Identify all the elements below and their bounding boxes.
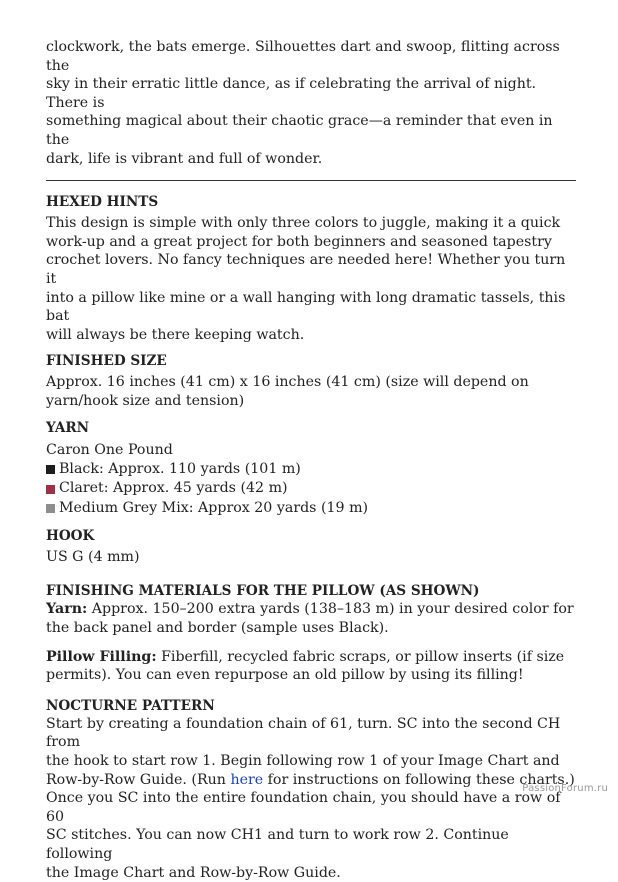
section-heading: HOOK [46,527,95,544]
section-heading: FINISHING MATERIALS FOR THE PILLOW (AS SHOWN) [46,583,480,600]
document-page [46,38,576,882]
text-line: something magical about their chaotic grace—a reminder that even in the [46,113,553,148]
yarn-item-text: Medium Grey Mix: Approx 20 yards (19 m) [59,500,369,517]
text-span: for instructions on following these charts.) [263,771,575,788]
text-span: Approx. 150–200 extra yards (138–183 m) in your desired color for [87,601,574,618]
grey-color-swatch-icon [46,504,55,513]
yarn-item-grey [46,499,576,519]
text-line: crochet lovers. No fancy techniques are needed here! Whether you turn it [46,252,566,287]
text-span: Fiberfill, recycled fabric scraps, or pillow inserts (if size [156,648,565,665]
hook-value: US G (4 mm) [46,548,140,565]
text-line: sky in their erratic little dance, as if celebrating the arrival of night. There is [46,76,537,111]
yarn-brand: Caron One Pound [46,441,173,458]
section-heading: NOCTURNE PATTERN [46,697,215,714]
hook-section [46,527,576,567]
text-line: Once you SC into the entire foundation chain, you should have a row of 60 [46,790,561,825]
text-line [46,771,576,790]
yarn-item-black [46,460,576,480]
here-link[interactable]: here [230,771,264,788]
text-line: dark, life is vibrant and full of wonder. [46,150,323,167]
text-line: work-up and a great project for both beginners and seasoned tapestry [46,233,552,250]
hexed-hints-section [46,193,576,344]
text-line [46,648,576,667]
text-line: will always be there keeping watch. [46,326,305,343]
finishing-materials-section [46,582,576,684]
yarn-item-claret [46,479,576,499]
text-line: yarn/hook size and tension) [46,392,245,409]
intro-paragraph [46,38,576,168]
text-line: the Image Chart and Row-by-Row Guide. [46,864,341,881]
text-span: Row-by-Row Guide. (Run [46,771,231,788]
claret-color-swatch-icon [46,485,55,494]
watermark: PassionForum.ru [522,783,608,794]
text-line: into a pillow like mine or a wall hanging with long dramatic tassels, this bat [46,289,566,325]
text-line: clockwork, the bats emerge. Silhouettes dart and swoop, flitting across the [46,39,560,74]
yarn-item-text: Black: Approx. 110 yards (101 m) [59,460,301,477]
yarn-section [46,419,576,519]
text-line: permits). You can even repurpose an old pillow by using its filling! [46,667,524,684]
text-line: the hook to start row 1. Begin following row 1 of your Image Chart and [46,753,560,770]
black-color-swatch-icon [46,465,55,474]
text-line: Start by creating a foundation chain of 61, turn. SC into the second CH from [46,715,561,751]
text-line: This design is simple with only three colors to juggle, making it a quick [46,215,561,232]
yarn-item-text: Claret: Approx. 45 yards (42 m) [59,480,288,497]
text-line [46,600,576,619]
finished-size-section [46,352,576,410]
pillow-filling-label: Pillow Filling: [46,648,157,665]
text-line: the back panel and border (sample uses Black). [46,620,389,637]
section-divider [46,180,576,181]
nocturne-pattern-section [46,697,576,882]
text-line: Approx. 16 inches (41 cm) x 16 inches (41 cm) (size will depend on [46,374,529,391]
section-heading: HEXED HINTS [46,194,159,211]
yarn-label: Yarn: [46,601,88,618]
text-line: SC stitches. You can now CH1 and turn to work row 2. Continue following [46,827,509,863]
section-heading: FINISHED SIZE [46,353,167,370]
section-heading: YARN [46,419,90,436]
